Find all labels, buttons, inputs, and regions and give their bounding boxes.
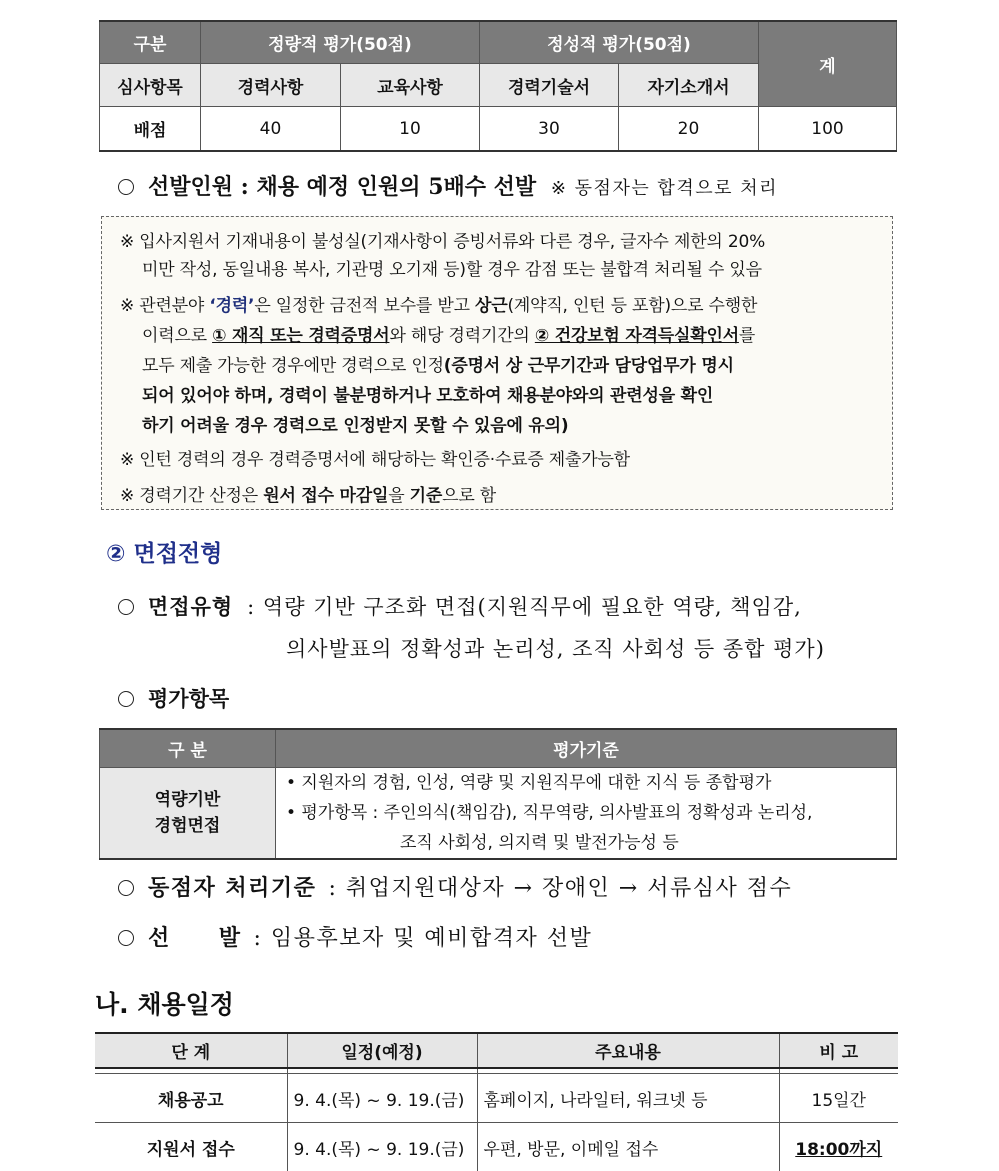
note-2-line-5: 하기 어려울 경우 경력으로 인정받지 못할 수 있음에 유의) [142, 411, 568, 436]
note-text: 와 해당 경력기간의 [389, 326, 534, 346]
note-text: ※ 관련분야 [120, 296, 209, 316]
note-2-line-4: 되어 있어야 하며, 경력이 불분명하거나 모호하여 채용분야와의 관련성을 확인 [142, 381, 713, 406]
score-table [99, 20, 897, 152]
note-3: ※ 인턴 경력의 경우 경력증명서에 해당하는 확인증·수료증 제출가능함 [120, 445, 630, 470]
eval-header-category: 구 분 [100, 729, 276, 768]
score-cell: 30 [480, 107, 619, 152]
header-total: 계 [759, 21, 897, 107]
schedule-stage: 채용공고 [95, 1074, 287, 1123]
header-education: 교육사항 [341, 64, 480, 107]
note-highlight-career: ‘경력’ [209, 296, 254, 316]
eval-row-label-line: 역량기반 [100, 787, 275, 813]
schedule-title: 나. 채용일정 [95, 985, 234, 1021]
interview-type-text-2: 의사발표의 정확성과 논리성, 조직 사회성 등 종합 평가) [286, 633, 825, 663]
schedule-note-text: 18:00까지 [795, 1140, 882, 1160]
schedule-note: 15일간 [779, 1074, 898, 1123]
schedule-content: 우편, 방문, 이메일 접수 [477, 1123, 779, 1171]
score-cell-total: 100 [759, 107, 897, 152]
note-2-line-2 [142, 321, 755, 346]
score-cell: 20 [619, 107, 759, 152]
schedule-table [95, 1032, 898, 1171]
note-bold: 기준 [410, 486, 442, 506]
note-text: 으로 함 [442, 486, 496, 506]
note-text: (계약직, 인턴 등 포함)으로 수행한 [507, 296, 757, 316]
schedule-note [779, 1123, 898, 1171]
notes-box [101, 216, 893, 510]
note-4 [120, 481, 496, 506]
note-text: 이력으로 [142, 326, 212, 346]
interview-section-title: ② 면접전형 [106, 535, 222, 568]
note-text: 을 [388, 486, 409, 506]
tiebreak-label: 동점자 처리기준 [148, 875, 316, 901]
note-text: ※ 경력기간 산정은 [120, 486, 263, 506]
note-text: 모두 제출 가능한 경우에만 경력으로 인정 [142, 356, 444, 376]
circle-bullet-icon [118, 880, 134, 896]
selection-label: 선발인원 : 채용 예정 인원의 5배수 선발 [148, 174, 536, 200]
evaluation-items-label: 평가항목 [148, 686, 229, 711]
header-self-introduction: 자기소개서 [619, 64, 759, 107]
selection-label-a: 선 [148, 925, 171, 951]
eval-row-label [100, 768, 276, 860]
circle-bullet-icon [118, 179, 134, 195]
circle-bullet-icon [118, 930, 134, 946]
note-text: 은 일정한 금전적 보수를 받고 [254, 296, 475, 316]
interview-type-label: 면접유형 [148, 594, 233, 619]
schedule-date: 9. 4.(목) ~ 9. 19.(금) [287, 1123, 477, 1171]
circle-bullet-icon [118, 691, 134, 707]
evaluation-table [99, 728, 897, 860]
schedule-header-date: 일정(예정) [287, 1033, 477, 1068]
header-items: 심사항목 [100, 64, 201, 107]
note-1-line-1: ※ 입사지원서 기재내용이 불성실(기재사항이 증빙서류와 다른 경우, 글자수 제한의 20% [120, 227, 765, 252]
row-label-points: 배점 [100, 107, 201, 152]
header-career-description: 경력기술서 [480, 64, 619, 107]
schedule-header-stage: 단 계 [95, 1033, 287, 1068]
header-category: 구분 [100, 21, 201, 64]
schedule-date: 9. 4.(목) ~ 9. 19.(금) [287, 1074, 477, 1123]
eval-header-criteria: 평가기준 [276, 729, 897, 768]
interview-type-text: : 역량 기반 구조화 면접(지원직무에 필요한 역량, 책임감, [247, 595, 802, 619]
note-2-line-3 [142, 351, 734, 376]
note-bold: (증명서 상 근무기간과 담당업무가 명시 [444, 356, 734, 376]
selection-final-text: : 임용후보자 및 예비합격자 선발 [254, 926, 593, 951]
tiebreak-text: : 취업지원대상자 → 장애인 → 서류심사 점수 [328, 876, 792, 901]
score-cell: 10 [341, 107, 480, 152]
eval-row-label-line: 경험면접 [100, 813, 275, 839]
selection-final-line [118, 921, 592, 952]
score-cell: 40 [201, 107, 341, 152]
note-bold: 원서 접수 마감일 [263, 486, 388, 506]
note-1-line-2: 미만 작성, 동일내용 복사, 기관명 오기재 등)할 경우 감점 또는 불합격 처리될 수 있음 [142, 255, 762, 280]
schedule-content: 홈페이지, 나라일터, 워크넷 등 [477, 1074, 779, 1123]
interview-type-line [118, 591, 802, 621]
schedule-header-note: 비 고 [779, 1033, 898, 1068]
eval-bullet-1: • 지원자의 경험, 인성, 역량 및 지원직무에 대한 지식 등 종합평가 [286, 768, 896, 798]
header-career: 경력사항 [201, 64, 341, 107]
note-bold: 상근 [475, 296, 507, 316]
schedule-stage: 지원서 접수 [95, 1123, 287, 1171]
selection-line [118, 170, 778, 201]
note-text: 를 [739, 326, 755, 346]
eval-bullet-2-cont: 조직 사회성, 의지력 및 발전가능성 등 [286, 828, 896, 858]
eval-bullet-2: • 평가항목 : 주인의식(책임감), 직무역량, 의사발표의 정확성과 논리성, [286, 798, 896, 828]
eval-criteria-cell [276, 768, 897, 860]
note-underlined: ① 재직 또는 경력증명서 [212, 326, 389, 346]
circle-bullet-icon [118, 599, 134, 615]
schedule-header-content: 주요내용 [477, 1033, 779, 1068]
header-qualitative: 정성적 평가(50점) [480, 21, 759, 64]
selection-label-b: 발 [219, 925, 242, 951]
evaluation-items-line [118, 683, 229, 713]
tiebreak-line [118, 871, 792, 902]
note-2-line-1 [120, 291, 757, 316]
selection-note: ※ 동점자는 합격으로 처리 [551, 178, 778, 199]
note-underlined: ② 건강보험 자격득실확인서 [535, 326, 739, 346]
header-quantitative: 정량적 평가(50점) [201, 21, 480, 64]
